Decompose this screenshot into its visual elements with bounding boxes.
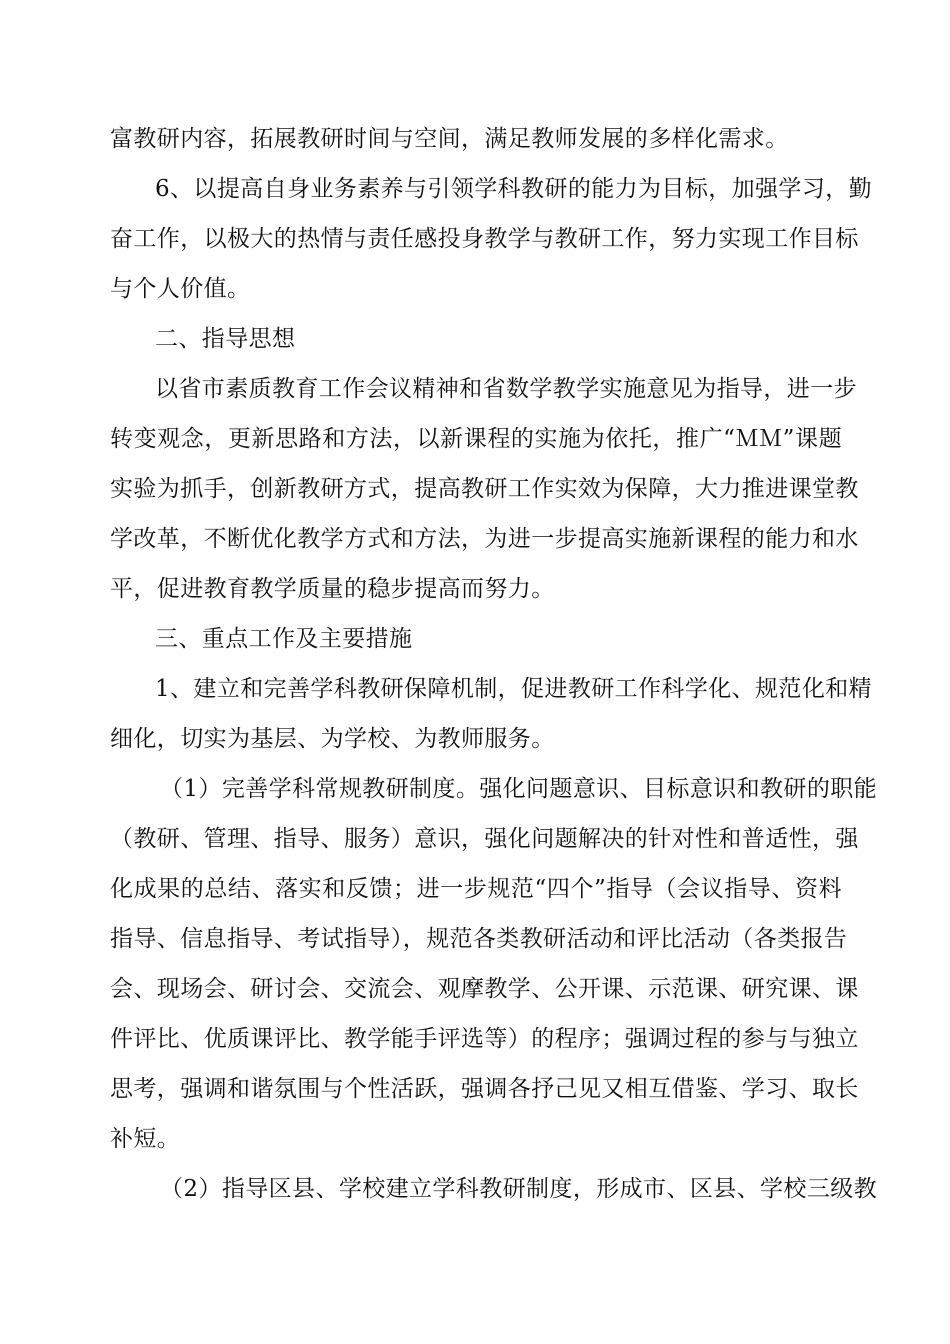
body-text-line: （教研、管理、指导、服务）意识，强化问题解决的针对性和普适性，强 bbox=[110, 826, 859, 852]
body-text-line: 会、现场会、研讨会、交流会、观摩教学、公开课、示范课、研究课、课 bbox=[110, 976, 859, 1002]
body-text-line: 实验为抓手，创新教研方式，提高教研工作实效为保障，大力推进课堂教 bbox=[110, 476, 859, 502]
body-text-line: 学改革，不断优化教学方式和方法，为进一步提高实施新课程的能力和水 bbox=[110, 526, 859, 552]
body-text-line: 平，促进教育教学质量的稳步提高而努力。 bbox=[110, 576, 555, 602]
body-text-line: 件评比、优质课评比、教学能手评选等）的程序；强调过程的参与与独立 bbox=[110, 1026, 859, 1052]
body-text-line: 与个人价值。 bbox=[110, 276, 251, 302]
body-text-line: 转变观念，更新思路和方法，以新课程的实施为依托，推广“ＭＭ”课题 bbox=[110, 426, 842, 452]
body-text-line: 思考，强调和谐氛围与个性活跃，强调各抒己见又相互借鉴、学习、取长 bbox=[110, 1076, 859, 1102]
body-text-line: 富教研内容，拓展教研时间与空间，满足教师发展的多样化需求。 bbox=[110, 126, 789, 152]
section-heading: 二、指导思想 bbox=[155, 326, 296, 352]
body-text-line: 指导、信息指导、考试指导），规范各类教研活动和评比活动（各类报告 bbox=[110, 926, 848, 952]
section-heading: 三、重点工作及主要措施 bbox=[155, 626, 413, 652]
body-text-line: 6、以提高自身业务素养与引领学科教研的能力为目标，加强学习，勤 bbox=[155, 176, 873, 202]
body-text-line: 细化，切实为基层、为学校、为教师服务。 bbox=[110, 726, 555, 752]
body-text-line: 奋工作，以极大的热情与责任感投身教学与教研工作，努力实现工作目标 bbox=[110, 226, 859, 252]
body-text-line: （1）完善学科常规教研制度。强化问题意识、目标意识和教研的职能 bbox=[160, 776, 878, 802]
body-text-line: 补短。 bbox=[110, 1126, 181, 1152]
body-text-line: 以省市素质教育工作会议精神和省数学教学实施意见为指导，进一步 bbox=[155, 376, 857, 402]
body-text-line: （2）指导区县、学校建立学科教研制度，形成市、区县、学校三级教 bbox=[160, 1176, 878, 1202]
body-text-line: 1、建立和完善学科教研保障机制，促进教研工作科学化、规范化和精 bbox=[155, 676, 873, 702]
body-text-line: 化成果的总结、落实和反馈；进一步规范“四个”指导（会议指导、资料 bbox=[110, 876, 842, 902]
